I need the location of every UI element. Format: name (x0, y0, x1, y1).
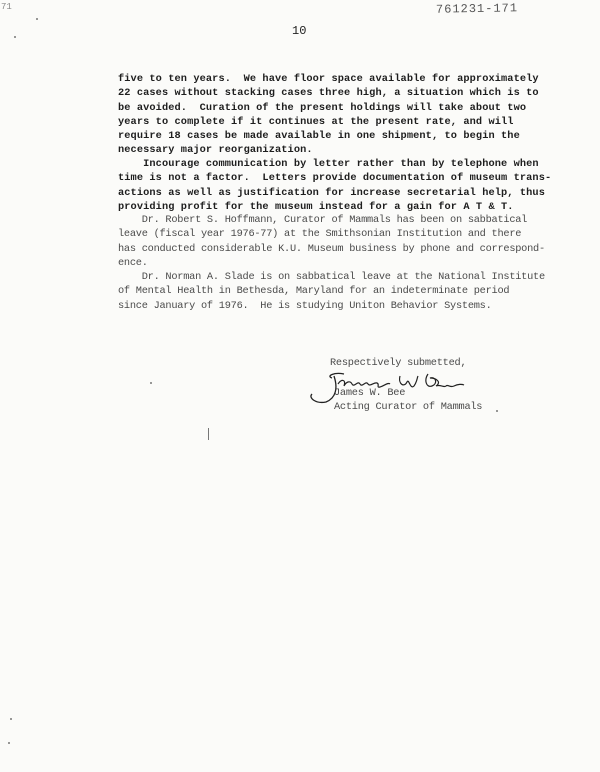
document-id-stamp: 761231-171 (435, 1, 519, 17)
closing-line: Respectively submetted, (330, 357, 467, 369)
text-line: providing profit for the museum instead for a gain for A T & T. (118, 200, 514, 213)
scan-speck (496, 410, 498, 412)
text-line: Incourage communication by letter rather than by telephone when (118, 158, 539, 170)
page-number: 10 (292, 24, 307, 38)
scan-speck (36, 18, 38, 20)
text-line: actions as well as justification for increase secretarial help, thus (118, 186, 545, 199)
paragraph-floor-space (118, 72, 539, 158)
scan-speck (8, 742, 10, 744)
signer-title: Acting Curator of Mammals (334, 401, 483, 413)
scan-speck (14, 36, 16, 38)
text-line: has conducted considerable K.U. Museum business by phone and correspond- (118, 242, 545, 255)
text-line: five to ten years. We have floor space available for approximately (118, 73, 539, 85)
text-line: Dr. Robert S. Hoffmann, Curator of Mammals has been on sabbatical (118, 214, 528, 226)
text-line: leave (fiscal year 1976-77) at the Smithsonian Institution and there (118, 228, 522, 241)
scan-speck (150, 382, 152, 384)
scan-speck (10, 718, 12, 720)
paragraph-communication (118, 157, 551, 214)
text-line: time is not a factor. Letters provide documentation of museum trans- (118, 172, 552, 185)
paragraph-slade (118, 270, 545, 313)
text-line: necessary major reorganization. (118, 144, 313, 157)
text-line: require 18 cases be made available in one shipment, to begin the (118, 130, 520, 143)
text-line: 22 cases without stacking cases three high, a situation which is to (118, 87, 539, 100)
signer-name: James W. Bee (334, 387, 406, 399)
text-line: ence. (118, 256, 148, 269)
text-line: Dr. Norman A. Slade is on sabbatical leave at the National Institute (118, 271, 545, 283)
scan-speck (208, 428, 209, 440)
corner-mark: 71 (1, 2, 12, 12)
text-line: of Mental Health in Bethesda, Maryland for an indeterminate period (118, 285, 510, 298)
paragraph-hoffmann (118, 213, 545, 270)
text-line: years to complete if it continues at the present rate, and will (118, 115, 514, 128)
text-line: be avoided. Curation of the present holdings will take about two (118, 101, 527, 114)
text-line: since January of 1976. He is studying Uniton Behavior Systems. (118, 299, 492, 312)
